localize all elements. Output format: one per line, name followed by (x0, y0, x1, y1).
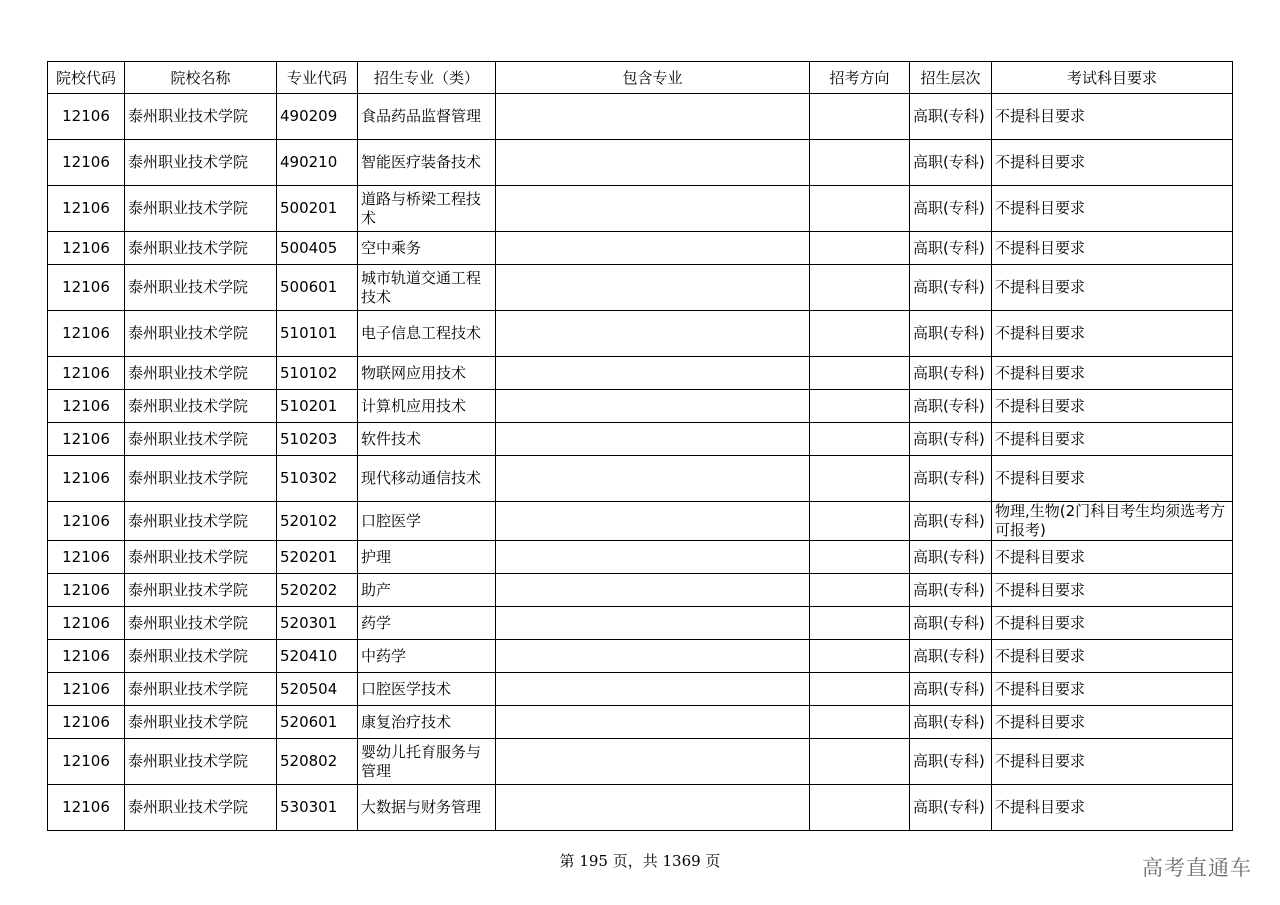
cell-subject-requirement: 不提科目要求 (992, 607, 1233, 640)
cell-school-code: 12106 (48, 140, 125, 186)
cell-subject-requirement: 不提科目要求 (992, 186, 1233, 232)
cell-major-code: 530301 (277, 785, 358, 831)
header-school-code: 院校代码 (48, 62, 125, 94)
cell-school-name: 泰州职业技术学院 (125, 423, 277, 456)
cell-subject-requirement: 不提科目要求 (992, 311, 1233, 357)
cell-school-name: 泰州职业技术学院 (125, 640, 277, 673)
cell-included-majors (496, 94, 810, 140)
table-header (48, 62, 1233, 94)
cell-level: 高职(专科) (910, 140, 992, 186)
cell-included-majors (496, 186, 810, 232)
cell-school-name: 泰州职业技术学院 (125, 456, 277, 502)
cell-major-code: 500601 (277, 265, 358, 311)
cell-school-code: 12106 (48, 607, 125, 640)
table-row (48, 574, 1233, 607)
cell-level: 高职(专科) (910, 232, 992, 265)
cell-subject-requirement: 不提科目要求 (992, 94, 1233, 140)
table-row (48, 390, 1233, 423)
cell-school-code: 12106 (48, 265, 125, 311)
cell-major: 现代移动通信技术 (358, 456, 496, 502)
cell-school-code: 12106 (48, 502, 125, 541)
admissions-table (47, 61, 1233, 831)
cell-direction (810, 502, 910, 541)
cell-direction (810, 232, 910, 265)
header-level: 招生层次 (910, 62, 992, 94)
cell-subject-requirement: 不提科目要求 (992, 140, 1233, 186)
cell-major: 计算机应用技术 (358, 390, 496, 423)
cell-school-name: 泰州职业技术学院 (125, 739, 277, 785)
cell-direction (810, 673, 910, 706)
cell-major: 大数据与财务管理 (358, 785, 496, 831)
table-row (48, 640, 1233, 673)
table-row (48, 673, 1233, 706)
cell-major: 城市轨道交通工程技术 (358, 265, 496, 311)
cell-school-name: 泰州职业技术学院 (125, 232, 277, 265)
table-row (48, 785, 1233, 831)
cell-level: 高职(专科) (910, 311, 992, 357)
table-row (48, 311, 1233, 357)
cell-included-majors (496, 541, 810, 574)
table-row (48, 739, 1233, 785)
cell-subject-requirement: 不提科目要求 (992, 357, 1233, 390)
cell-direction (810, 265, 910, 311)
header-major-code: 专业代码 (277, 62, 358, 94)
cell-major-code: 510102 (277, 357, 358, 390)
cell-included-majors (496, 357, 810, 390)
cell-major-code: 520410 (277, 640, 358, 673)
cell-major: 助产 (358, 574, 496, 607)
cell-school-name: 泰州职业技术学院 (125, 502, 277, 541)
cell-school-code: 12106 (48, 186, 125, 232)
cell-major: 药学 (358, 607, 496, 640)
cell-school-name: 泰州职业技术学院 (125, 94, 277, 140)
cell-school-name: 泰州职业技术学院 (125, 607, 277, 640)
cell-direction (810, 541, 910, 574)
cell-school-name: 泰州职业技术学院 (125, 673, 277, 706)
header-included-majors: 包含专业 (496, 62, 810, 94)
cell-major-code: 520102 (277, 502, 358, 541)
cell-major-code: 520802 (277, 739, 358, 785)
cell-subject-requirement: 不提科目要求 (992, 541, 1233, 574)
cell-major: 食品药品监督管理 (358, 94, 496, 140)
cell-level: 高职(专科) (910, 673, 992, 706)
cell-included-majors (496, 640, 810, 673)
cell-major: 电子信息工程技术 (358, 311, 496, 357)
cell-major: 口腔医学技术 (358, 673, 496, 706)
watermark: 高考直通车 (1142, 856, 1252, 880)
cell-major: 护理 (358, 541, 496, 574)
cell-included-majors (496, 232, 810, 265)
header-school-name: 院校名称 (125, 62, 277, 94)
cell-subject-requirement: 不提科目要求 (992, 706, 1233, 739)
table-row (48, 706, 1233, 739)
cell-direction (810, 140, 910, 186)
cell-school-code: 12106 (48, 541, 125, 574)
table-row (48, 94, 1233, 140)
table-row (48, 607, 1233, 640)
cell-school-code: 12106 (48, 673, 125, 706)
cell-major: 道路与桥梁工程技术 (358, 186, 496, 232)
cell-included-majors (496, 311, 810, 357)
cell-major-code: 490209 (277, 94, 358, 140)
cell-level: 高职(专科) (910, 94, 992, 140)
cell-level: 高职(专科) (910, 706, 992, 739)
cell-major: 口腔医学 (358, 502, 496, 541)
cell-major-code: 520201 (277, 541, 358, 574)
table-row (48, 423, 1233, 456)
table-row (48, 357, 1233, 390)
cell-school-code: 12106 (48, 390, 125, 423)
cell-direction (810, 357, 910, 390)
header-major: 招生专业（类） (358, 62, 496, 94)
cell-school-name: 泰州职业技术学院 (125, 574, 277, 607)
cell-subject-requirement: 不提科目要求 (992, 574, 1233, 607)
cell-subject-requirement: 不提科目要求 (992, 673, 1233, 706)
cell-school-name: 泰州职业技术学院 (125, 140, 277, 186)
table-row (48, 265, 1233, 311)
cell-school-code: 12106 (48, 574, 125, 607)
cell-included-majors (496, 456, 810, 502)
header-direction: 招考方向 (810, 62, 910, 94)
cell-subject-requirement: 物理,生物(2门科目考生均须选考方可报考) (992, 502, 1233, 541)
table-row (48, 456, 1233, 502)
cell-direction (810, 311, 910, 357)
cell-major-code: 510201 (277, 390, 358, 423)
cell-subject-requirement: 不提科目要求 (992, 785, 1233, 831)
cell-direction (810, 640, 910, 673)
cell-included-majors (496, 423, 810, 456)
cell-subject-requirement: 不提科目要求 (992, 390, 1233, 423)
cell-school-name: 泰州职业技术学院 (125, 390, 277, 423)
cell-major-code: 520301 (277, 607, 358, 640)
page-number: 第 195 页，共 1369 页 (559, 852, 721, 870)
cell-included-majors (496, 739, 810, 785)
cell-major: 康复治疗技术 (358, 706, 496, 739)
cell-level: 高职(专科) (910, 541, 992, 574)
cell-direction (810, 706, 910, 739)
cell-direction (810, 186, 910, 232)
cell-school-code: 12106 (48, 357, 125, 390)
cell-school-name: 泰州职业技术学院 (125, 706, 277, 739)
cell-included-majors (496, 607, 810, 640)
cell-subject-requirement: 不提科目要求 (992, 456, 1233, 502)
cell-subject-requirement: 不提科目要求 (992, 640, 1233, 673)
cell-included-majors (496, 574, 810, 607)
cell-major-code: 520504 (277, 673, 358, 706)
cell-major: 中药学 (358, 640, 496, 673)
cell-major-code: 490210 (277, 140, 358, 186)
cell-level: 高职(专科) (910, 456, 992, 502)
cell-major-code: 510203 (277, 423, 358, 456)
cell-level: 高职(专科) (910, 265, 992, 311)
cell-included-majors (496, 706, 810, 739)
cell-major: 软件技术 (358, 423, 496, 456)
cell-school-name: 泰州职业技术学院 (125, 311, 277, 357)
cell-direction (810, 423, 910, 456)
cell-direction (810, 574, 910, 607)
cell-included-majors (496, 390, 810, 423)
cell-direction (810, 607, 910, 640)
cell-level: 高职(专科) (910, 423, 992, 456)
cell-school-code: 12106 (48, 739, 125, 785)
cell-school-name: 泰州职业技术学院 (125, 357, 277, 390)
table-body (48, 94, 1233, 831)
cell-level: 高职(专科) (910, 357, 992, 390)
cell-level: 高职(专科) (910, 502, 992, 541)
cell-major: 物联网应用技术 (358, 357, 496, 390)
cell-included-majors (496, 140, 810, 186)
cell-level: 高职(专科) (910, 607, 992, 640)
cell-major-code: 510302 (277, 456, 358, 502)
cell-major-code: 500405 (277, 232, 358, 265)
cell-included-majors (496, 673, 810, 706)
cell-major-code: 520601 (277, 706, 358, 739)
cell-major: 智能医疗装备技术 (358, 140, 496, 186)
cell-school-code: 12106 (48, 311, 125, 357)
cell-level: 高职(专科) (910, 640, 992, 673)
cell-level: 高职(专科) (910, 739, 992, 785)
cell-included-majors (496, 502, 810, 541)
header-subject-requirement: 考试科目要求 (992, 62, 1233, 94)
cell-school-code: 12106 (48, 640, 125, 673)
cell-school-name: 泰州职业技术学院 (125, 265, 277, 311)
cell-major-code: 520202 (277, 574, 358, 607)
cell-school-code: 12106 (48, 456, 125, 502)
cell-school-name: 泰州职业技术学院 (125, 541, 277, 574)
cell-direction (810, 456, 910, 502)
cell-school-code: 12106 (48, 232, 125, 265)
cell-direction (810, 94, 910, 140)
cell-direction (810, 785, 910, 831)
cell-school-name: 泰州职业技术学院 (125, 785, 277, 831)
table-row (48, 140, 1233, 186)
cell-included-majors (496, 785, 810, 831)
cell-direction (810, 390, 910, 423)
cell-major: 婴幼儿托育服务与管理 (358, 739, 496, 785)
header-row (48, 62, 1233, 94)
table-row (48, 186, 1233, 232)
cell-level: 高职(专科) (910, 574, 992, 607)
table-row (48, 502, 1233, 541)
cell-major-code: 500201 (277, 186, 358, 232)
cell-major-code: 510101 (277, 311, 358, 357)
cell-subject-requirement: 不提科目要求 (992, 423, 1233, 456)
cell-direction (810, 739, 910, 785)
cell-major: 空中乘务 (358, 232, 496, 265)
table-row (48, 232, 1233, 265)
cell-school-name: 泰州职业技术学院 (125, 186, 277, 232)
cell-included-majors (496, 265, 810, 311)
cell-level: 高职(专科) (910, 785, 992, 831)
cell-school-code: 12106 (48, 706, 125, 739)
table-row (48, 541, 1233, 574)
cell-school-code: 12106 (48, 94, 125, 140)
cell-school-code: 12106 (48, 423, 125, 456)
cell-level: 高职(专科) (910, 186, 992, 232)
cell-level: 高职(专科) (910, 390, 992, 423)
cell-subject-requirement: 不提科目要求 (992, 232, 1233, 265)
cell-subject-requirement: 不提科目要求 (992, 265, 1233, 311)
cell-subject-requirement: 不提科目要求 (992, 739, 1233, 785)
cell-school-code: 12106 (48, 785, 125, 831)
